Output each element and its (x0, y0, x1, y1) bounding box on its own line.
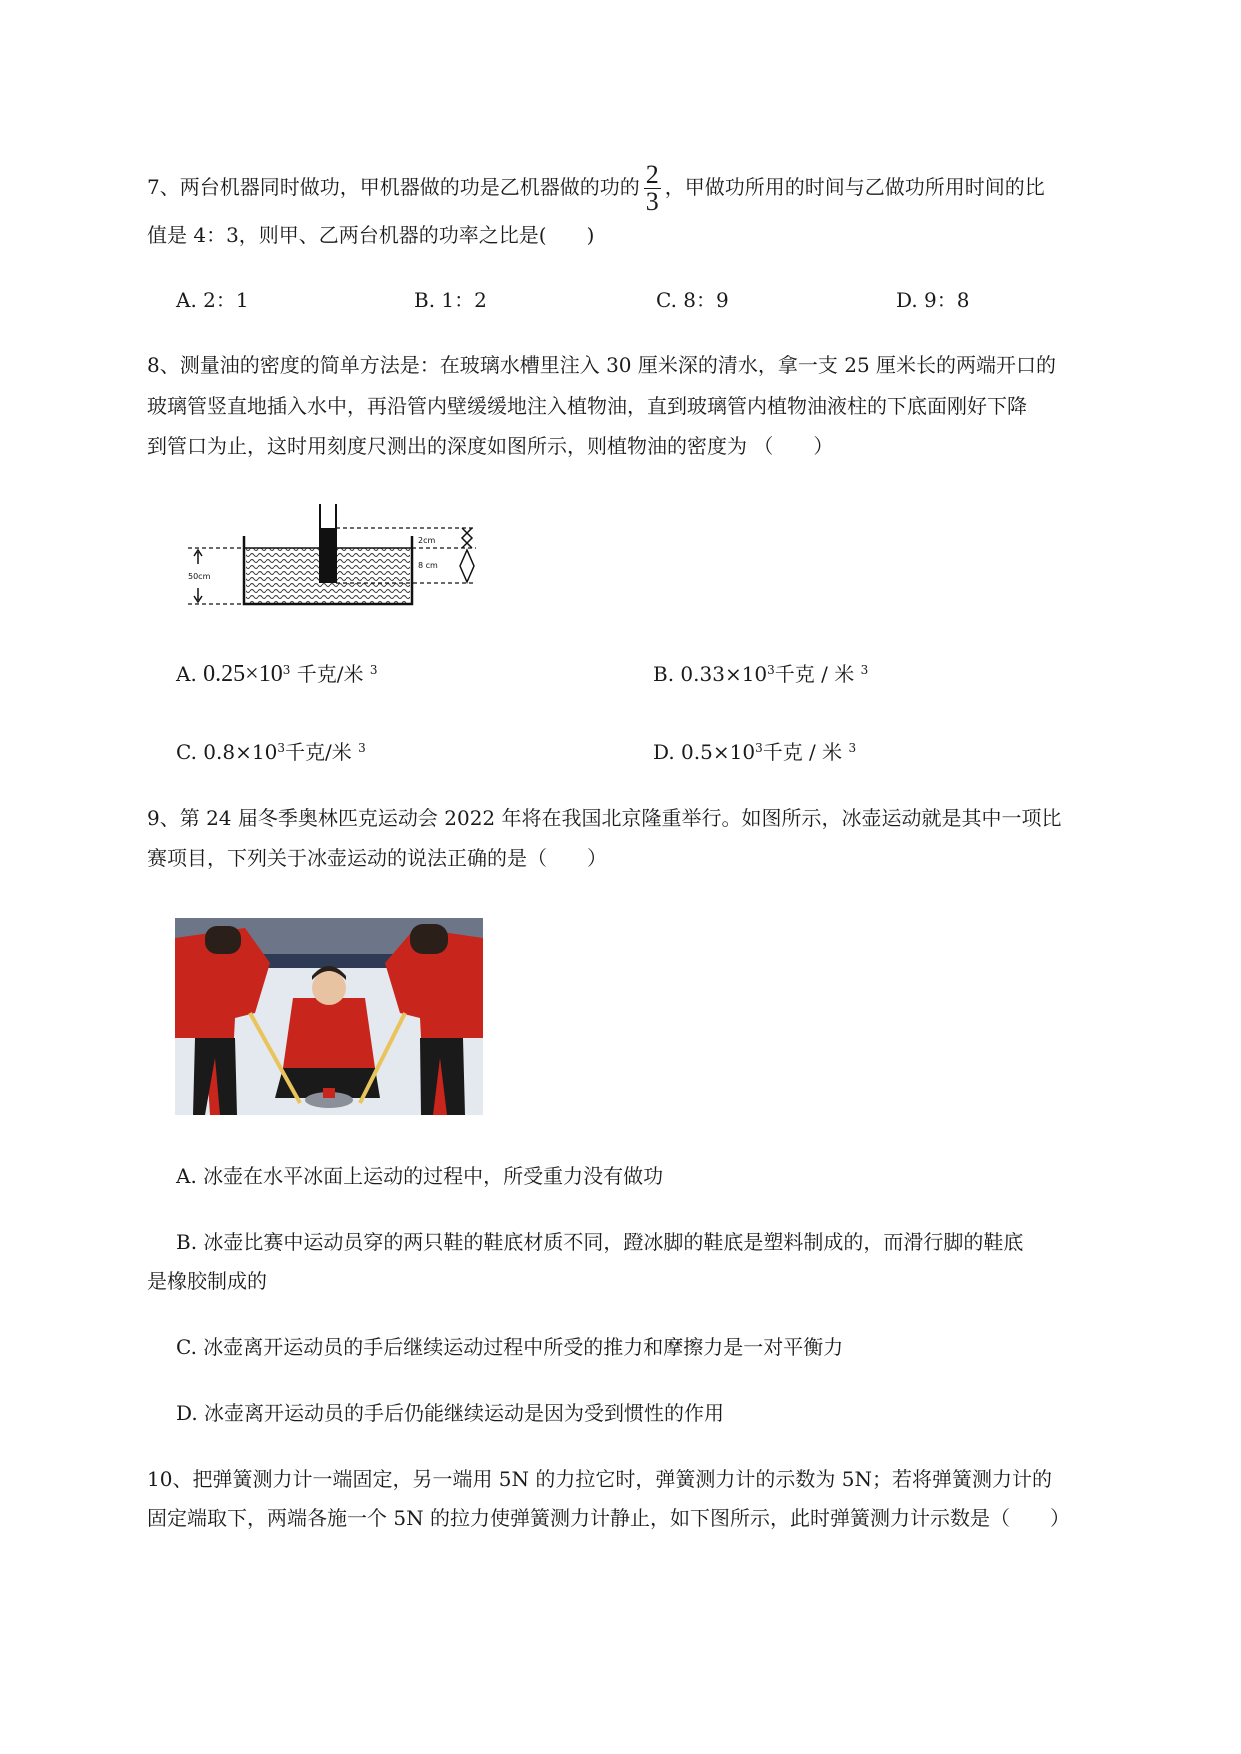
q7-option-a[interactable]: A. 2：1 (176, 288, 249, 312)
option-unit: 千克/米 (284, 740, 359, 764)
q8-line-3: 到管口为止，这时用刻度尺测出的深度如图所示，则植物油的密度为 （ ） (147, 434, 834, 458)
option-unit: 千克 / 米 (762, 740, 849, 764)
option-exponent: 3 (755, 741, 763, 755)
q7-fraction (644, 162, 661, 215)
curling-photo (175, 918, 483, 1115)
unit-exponent: 3 (860, 663, 869, 677)
q7-line-1 (147, 162, 1045, 215)
option-value: C. 0.8×10 (176, 740, 278, 764)
option-value: D. 0.5×10 (653, 740, 756, 764)
q8-line-1: 8、测量油的密度的简单方法是：在玻璃水槽里注入 30 厘米深的清水，拿一支 25 厘米长的两端开口的 (147, 353, 1057, 377)
q7-option-d[interactable]: D. 9：8 (896, 288, 970, 312)
unit-exponent: 3 (358, 741, 366, 755)
q8-option-b[interactable] (653, 659, 868, 689)
q7-option-c[interactable]: C. 8：9 (656, 288, 729, 312)
label-50cm: 50cm (188, 572, 211, 581)
q7-text-b: ，甲做功所用的时间与乙做功所用时间的比 (664, 175, 1045, 199)
q7-line-2: 值是 4：3，则甲、乙两台机器的功率之比是( ) (147, 223, 595, 247)
q9-option-d[interactable]: D. 冰壶离开运动员的手后仍能继续运动是因为受到惯性的作用 (176, 1401, 725, 1425)
water-tank-figure (186, 498, 496, 610)
q7-text-a: 7、两台机器同时做功，甲机器做的功是乙机器做的功的 (147, 175, 640, 199)
option-exponent: 3 (277, 741, 285, 755)
q9-option-b[interactable]: B. 冰壶比赛中运动员穿的两只鞋的鞋底材质不同，蹬冰脚的鞋底是塑料制成的，而滑行脚的鞋底 (176, 1230, 1024, 1254)
q8-option-c[interactable] (176, 737, 366, 767)
q7-option-b[interactable]: B. 1：2 (414, 288, 487, 312)
q10-line-2: 固定端取下，两端各施一个 5N 的拉力使弹簧测力计静止，如下图所示，此时弹簧测力计示数是（ ） (147, 1506, 1070, 1530)
q8-option-a[interactable] (176, 659, 377, 689)
option-unit: 千克 / 米 (774, 662, 861, 686)
q9-option-b-cont: 是橡胶制成的 (147, 1269, 267, 1293)
option-value: B. 0.33×10 (653, 662, 768, 686)
label-2cm: 2cm (418, 536, 436, 545)
q8-line-2: 玻璃管竖直地插入水中，再沿管内壁缓缓地注入植物油，直到玻璃管内植物油液柱的下底面刚好下降 (147, 394, 1027, 418)
fraction-numerator: 2 (645, 160, 659, 189)
option-exponent: 3 (767, 663, 775, 677)
q8-option-d[interactable] (653, 737, 856, 767)
q9-line-1: 9、第 24 届冬季奥林匹克运动会 2022 年将在我国北京隆重举行。如图所示，冰壶运动就是其中一项比 (147, 806, 1062, 830)
q9-line-2: 赛项目，下列关于冰壶运动的说法正确的是（ ） (147, 846, 607, 870)
unit-exponent: 3 (848, 741, 857, 755)
option-unit: 千克/米 (290, 662, 370, 686)
option-value: 0.25×10 (203, 661, 283, 687)
oil-column (321, 528, 335, 583)
option-exponent: 3 (282, 663, 291, 677)
option-letter: A. (176, 662, 204, 686)
unit-exponent: 3 (369, 663, 378, 677)
fraction-denominator: 3 (645, 187, 659, 216)
q9-option-c[interactable]: C. 冰壶离开运动员的手后继续运动过程中所受的推力和摩擦力是一对平衡力 (176, 1335, 844, 1359)
q10-line-1: 10、把弹簧测力计一端固定，另一端用 5N 的力拉它时，弹簧测力计的示数为 5N；若将弹簧测力计的 (147, 1467, 1052, 1491)
label-8cm: 8 cm (418, 561, 438, 570)
q9-option-a[interactable]: A. 冰壶在水平冰面上运动的过程中，所受重力没有做功 (176, 1164, 664, 1188)
